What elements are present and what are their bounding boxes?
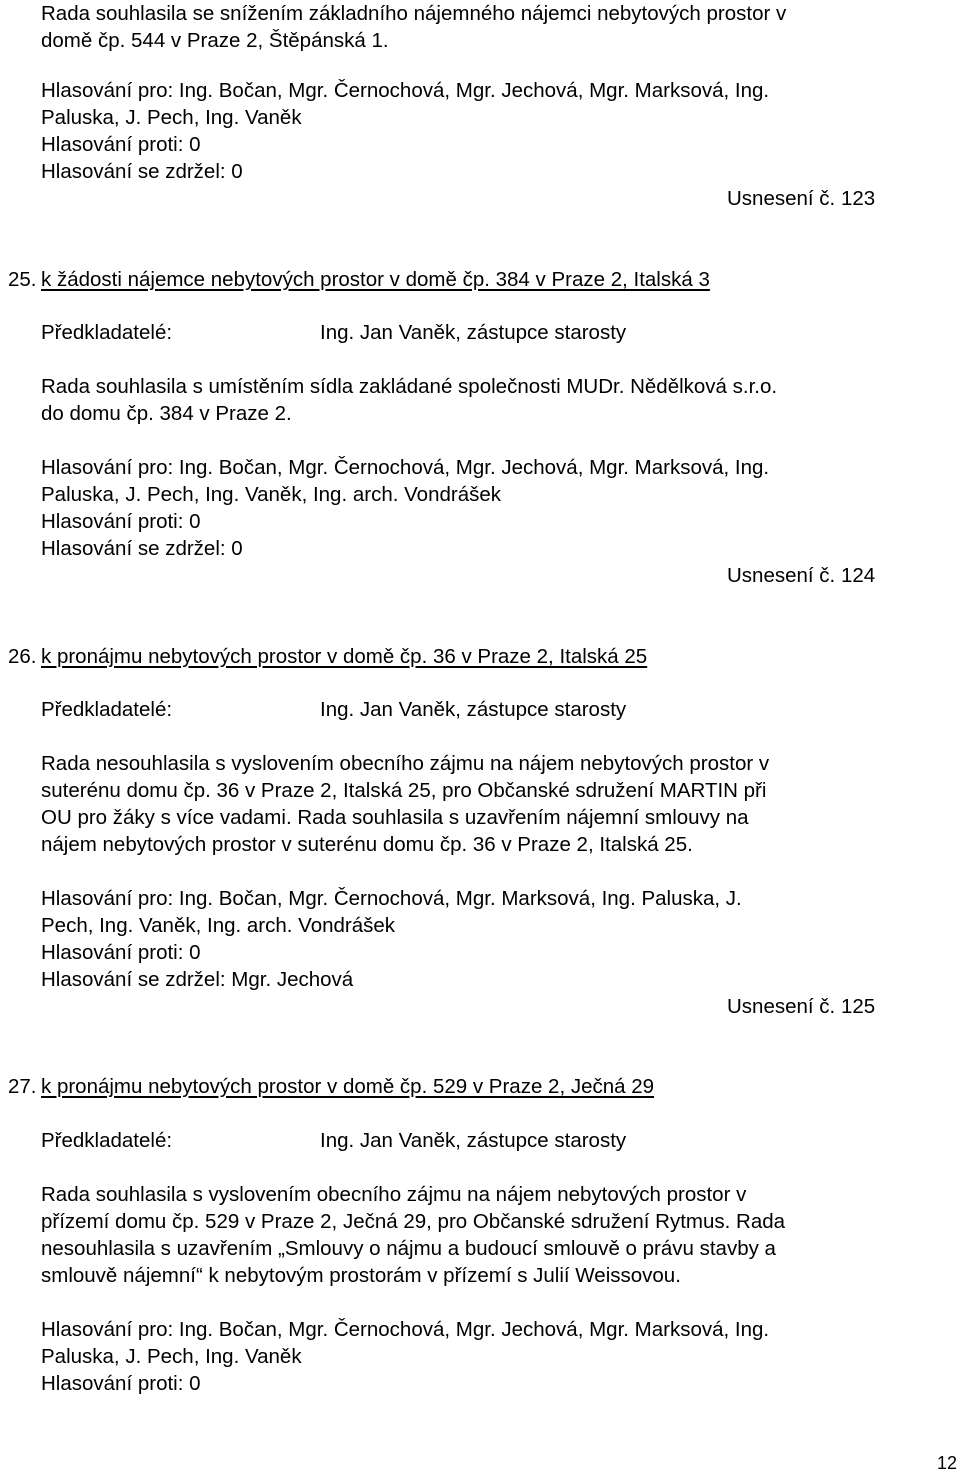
vote-line: Hlasování proti: 0 <box>41 941 201 964</box>
submitter-name: Ing. Jan Vaněk, zástupce starosty <box>320 698 627 721</box>
vote-line: Hlasování pro: Ing. Bočan, Mgr. Černochová, Mgr. Marksová, Ing. Paluska, J. <box>41 887 742 910</box>
vote-line: Hlasování se zdržel: Mgr. Jechová <box>41 968 354 991</box>
text-line: Rada souhlasila se snížením základního nájemného nájemci nebytových prostor v <box>41 2 787 25</box>
item-number: 27. <box>8 1075 37 1098</box>
vote-line: Hlasování pro: Ing. Bočan, Mgr. Černochová, Mgr. Jechová, Mgr. Marksová, Ing. <box>41 456 770 479</box>
item-title: k pronájmu nebytových prostor v domě čp. 36 v Praze 2, Italská 25 <box>41 645 648 668</box>
page-number: 12 <box>937 1453 958 1473</box>
decision-line: nájem nebytových prostor v suterénu domu čp. 36 v Praze 2, Italská 25. <box>41 833 693 856</box>
decision-line: suterénu domu čp. 36 v Praze 2, Italská 25, pro Občanské sdružení MARTIN při <box>41 779 767 802</box>
vote-line: Paluska, J. Pech, Ing. Vaněk <box>41 106 302 129</box>
vote-line: Hlasování pro: Ing. Bočan, Mgr. Černochová, Mgr. Jechová, Mgr. Marksová, Ing. <box>41 79 770 102</box>
vote-line: Hlasování se zdržel: 0 <box>41 160 243 183</box>
vote-line: Paluska, J. Pech, Ing. Vaněk <box>41 1345 302 1368</box>
resolution-number: Usnesení č. 123 <box>727 187 876 210</box>
vote-line: Pech, Ing. Vaněk, Ing. arch. Vondrášek <box>41 914 396 937</box>
decision-line: Rada souhlasila s vyslovením obecního zájmu na nájem nebytových prostor v <box>41 1183 747 1206</box>
item-title: k žádosti nájemce nebytových prostor v domě čp. 384 v Praze 2, Italská 3 <box>41 268 710 291</box>
item-number: 26. <box>8 645 37 668</box>
vote-line: Hlasování pro: Ing. Bočan, Mgr. Černochová, Mgr. Jechová, Mgr. Marksová, Ing. <box>41 1318 770 1341</box>
decision-line: Rada souhlasila s umístěním sídla zakládané společnosti MUDr. Nědělková s.r.o. <box>41 375 778 398</box>
submitter-name: Ing. Jan Vaněk, zástupce starosty <box>320 321 627 344</box>
decision-line: nesouhlasila s uzavřením „Smlouvy o nájmu a budoucí smlouvě o právu stavby a <box>41 1237 776 1260</box>
decision-line: Rada nesouhlasila s vyslovením obecního zájmu na nájem nebytových prostor v <box>41 752 770 775</box>
decision-line: smlouvě nájemní“ k nebytovým prostorám v přízemí s Julií Weissovou. <box>41 1264 681 1287</box>
vote-line: Hlasování se zdržel: 0 <box>41 537 243 560</box>
decision-line: přízemí domu čp. 529 v Praze 2, Ječná 29, pro Občanské sdružení Rytmus. Rada <box>41 1210 786 1233</box>
submitter-label: Předkladatelé: <box>41 698 173 721</box>
submitter-label: Předkladatelé: <box>41 1129 173 1152</box>
item-title: k pronájmu nebytových prostor v domě čp. 529 v Praze 2, Ječná 29 <box>41 1075 655 1098</box>
vote-line: Hlasování proti: 0 <box>41 133 201 156</box>
text-line: domě čp. 544 v Praze 2, Štěpánská 1. <box>41 29 389 52</box>
submitter-name: Ing. Jan Vaněk, zástupce starosty <box>320 1129 627 1152</box>
resolution-number: Usnesení č. 124 <box>727 564 876 587</box>
item-number: 25. <box>8 268 37 291</box>
vote-line: Hlasování proti: 0 <box>41 1372 201 1395</box>
resolution-number: Usnesení č. 125 <box>727 995 876 1018</box>
decision-line: do domu čp. 384 v Praze 2. <box>41 402 292 425</box>
vote-line: Paluska, J. Pech, Ing. Vaněk, Ing. arch. Vondrášek <box>41 483 501 506</box>
vote-line: Hlasování proti: 0 <box>41 510 201 533</box>
decision-line: OU pro žáky s více vadami. Rada souhlasila s uzavřením nájemní smlouvy na <box>41 806 749 829</box>
submitter-label: Předkladatelé: <box>41 321 173 344</box>
